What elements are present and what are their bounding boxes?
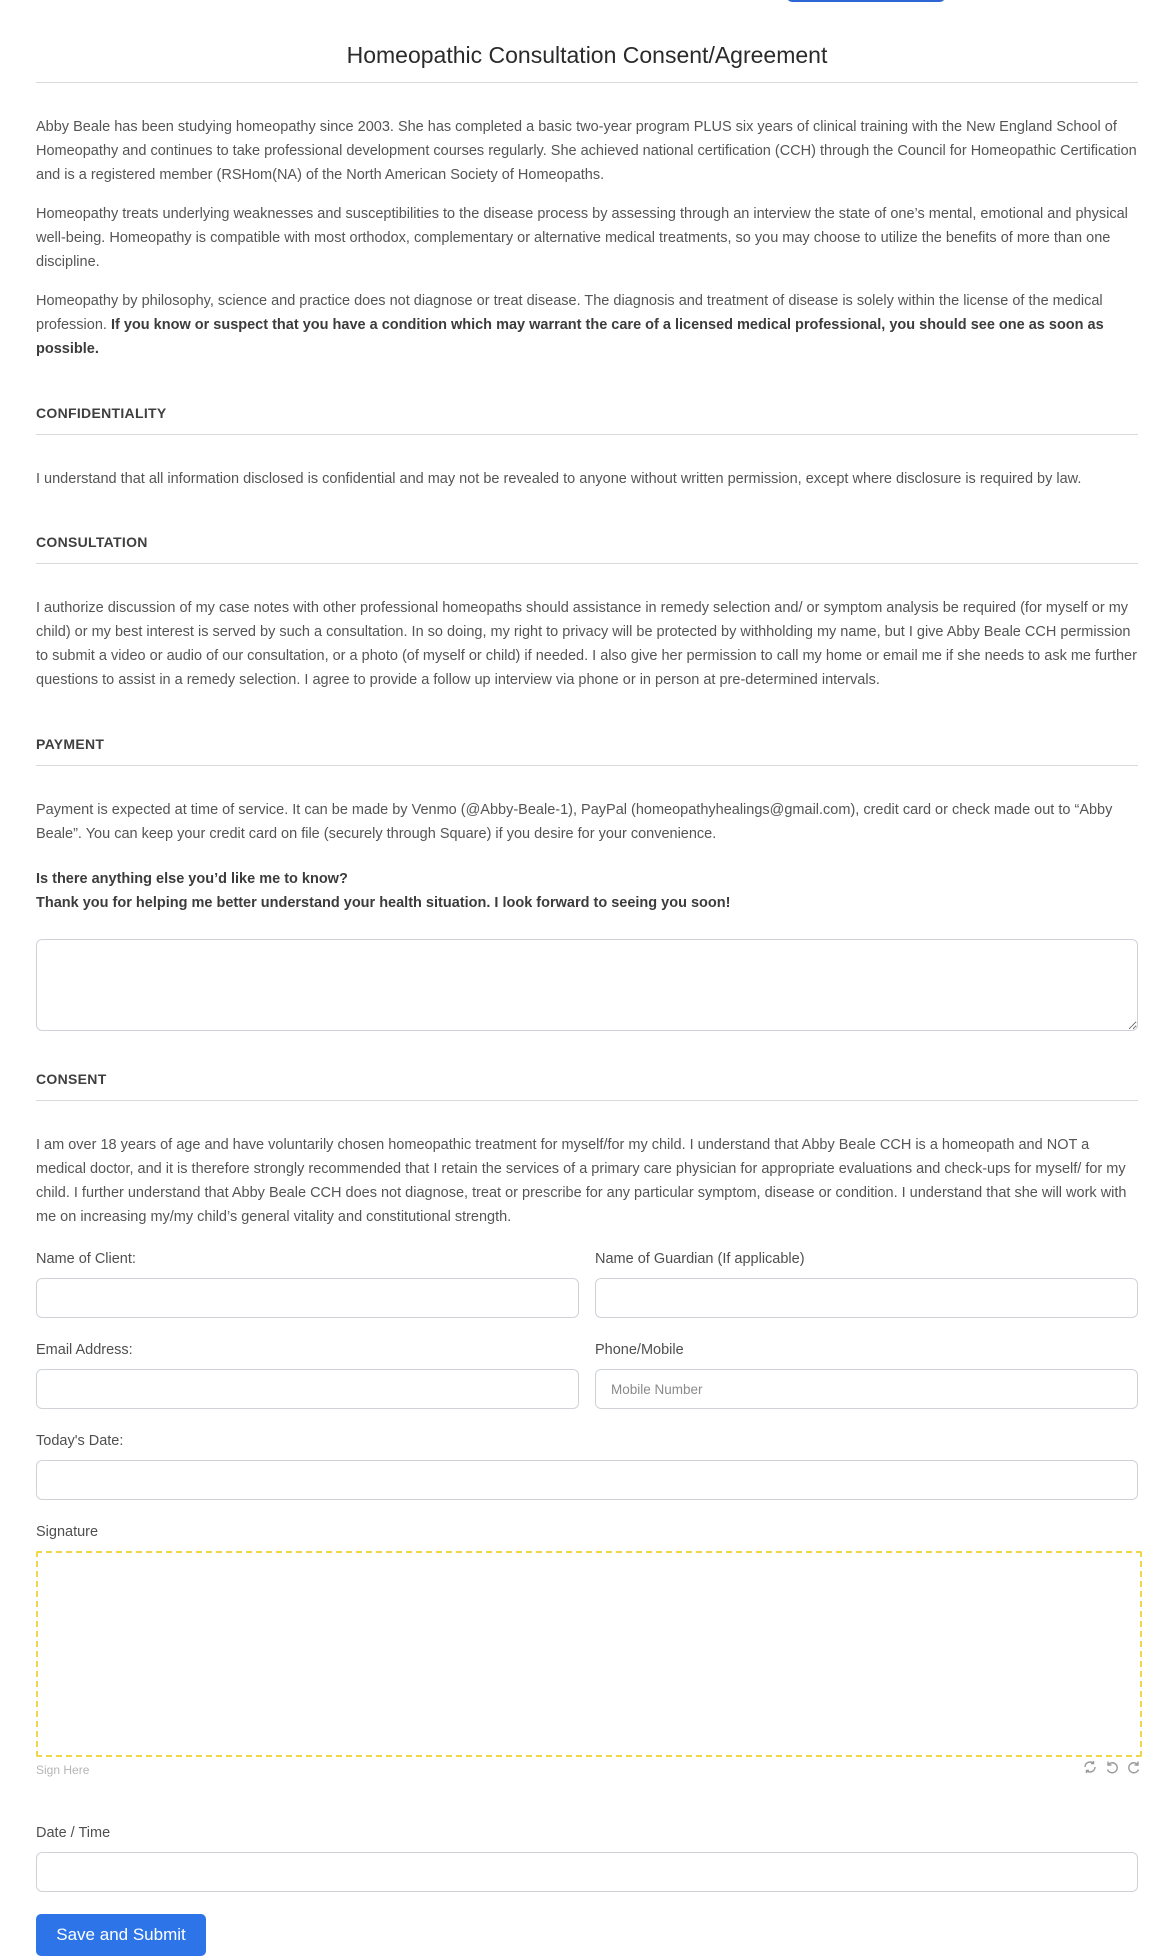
page-title: Homeopathic Consultation Consent/Agreement bbox=[346, 42, 828, 68]
signature-hint: Sign Here bbox=[36, 1763, 90, 1777]
intro-paragraph-1: Abby Beale has been studying homeopathy since 2003. She has completed a basic two-year program PLUS six years of clinical training with the New England School of Homeopathy and continues to take professional development courses regularly. She achieved national certification (CCH) through the Council for Homeopathic Certification and is a registered member (RSHom(NA) of the North American Society of Homeopaths. bbox=[36, 119, 1137, 183]
guardian-name-input[interactable] bbox=[595, 1278, 1138, 1318]
client-name-group bbox=[36, 1249, 579, 1318]
todays-date-label: Today's Date: bbox=[36, 1433, 124, 1449]
todays-date-input[interactable] bbox=[36, 1460, 1138, 1500]
guardian-name-label: Name of Guardian (If applicable) bbox=[595, 1251, 805, 1267]
email-input[interactable] bbox=[36, 1369, 579, 1409]
signature-tools bbox=[1082, 1759, 1142, 1775]
datetime-group bbox=[36, 1823, 1138, 1892]
additional-info-textarea[interactable] bbox=[36, 939, 1138, 1031]
signature-pad[interactable] bbox=[36, 1551, 1142, 1757]
payment-text: Payment is expected at time of service. It can be made by Venmo (@Abby-Beale-1), PayPal (homeopathyhealings@gmail.com), credit card or check made out to “Abby Beale”. You can keep your credit card on file (securely through Square) if you desire for your convenience. bbox=[36, 802, 1113, 842]
reset-icon[interactable] bbox=[1082, 1759, 1098, 1775]
contact-row bbox=[36, 1340, 1138, 1409]
phone-input[interactable] bbox=[595, 1369, 1138, 1409]
payment-divider bbox=[36, 765, 1138, 766]
additional-info-question: Is there anything else you’d like me to know? bbox=[36, 871, 348, 887]
client-name-label: Name of Client: bbox=[36, 1251, 136, 1267]
consultation-heading: CONSULTATION bbox=[36, 534, 148, 550]
additional-info-thanks: Thank you for helping me better understand your health situation. I look forward to seeing you soon! bbox=[36, 895, 731, 911]
consent-heading: CONSENT bbox=[36, 1071, 107, 1087]
title-divider bbox=[36, 82, 1138, 83]
payment-heading: PAYMENT bbox=[36, 736, 105, 752]
guardian-name-group bbox=[595, 1249, 1138, 1318]
email-group bbox=[36, 1340, 579, 1409]
intro-paragraph-3-text: Homeopathy by philosophy, science and practice does not diagnose or treat disease. The diagnosis and treatment of disease is solely within the license of the medical profession. bbox=[36, 293, 1103, 333]
redo-icon[interactable] bbox=[1126, 1759, 1142, 1775]
signature-group bbox=[36, 1522, 1138, 1542]
consent-divider bbox=[36, 1100, 1138, 1101]
signature-label: Signature bbox=[36, 1524, 99, 1540]
datetime-label: Date / Time bbox=[36, 1825, 111, 1841]
consultation-divider bbox=[36, 563, 1138, 564]
name-row bbox=[36, 1249, 1138, 1318]
todays-date-group bbox=[36, 1431, 1138, 1500]
actions bbox=[36, 1914, 1138, 1956]
consent-form bbox=[36, 0, 1138, 1956]
confidentiality-text: I understand that all information disclosed is confidential and may not be revealed to anyone without written permission, except where disclosure is required by law. bbox=[36, 471, 1082, 487]
undo-icon[interactable] bbox=[1104, 1759, 1120, 1775]
consultation-text: I authorize discussion of my case notes with other professional homeopaths should assistance in remedy selection and/ or symptom analysis be required (for myself or my child) or my best interest is served by such a consultation. In so doing, my right to privacy will be protected by withholding my name, but I give Abby Beale CCH permission to submit a video or audio of our consultation, or a photo (of myself or child) if needed. I also give her permission to call my home or email me if she needs to ask me further questions to assist in a remedy selection. I agree to provide a follow up interview via phone or in person at pre-determined intervals. bbox=[36, 600, 1137, 688]
phone-group bbox=[595, 1340, 1138, 1409]
datetime-input[interactable] bbox=[36, 1852, 1138, 1892]
phone-label: Phone/Mobile bbox=[595, 1342, 684, 1358]
intro-paragraph-3 bbox=[36, 289, 1138, 361]
save-and-submit-button[interactable]: Save and Submit bbox=[36, 1914, 206, 1956]
confidentiality-heading: CONFIDENTIALITY bbox=[36, 405, 167, 421]
intro-paragraph-2: Homeopathy treats underlying weaknesses and susceptibilities to the disease process by assessing through an interview the state of one’s mental, emotional and physical well-being. Homeopathy is compatible with most orthodox, complementary or alternative medical treatments, so you may choose to utilize the benefits of more than one discipline. bbox=[36, 206, 1128, 270]
consent-text: I am over 18 years of age and have voluntarily chosen homeopathic treatment for myself/for my child. I understand that Abby Beale CCH is a homeopath and NOT a medical doctor, and it is therefore strongly recommended that I retain the services of a primary care physician for appropriate evaluations and check-ups for myself/ for my child. I further understand that Abby Beale CCH does not diagnose, treat or prescribe for any particular symptom, disease or condition. I understand that she will work with me on increasing my/my child’s general vitality and constitutional strength. bbox=[36, 1137, 1127, 1225]
intro-paragraph-3-bold: If you know or suspect that you have a condition which may warrant the care of a licensed medical professional, you should see one as soon as possible. bbox=[36, 317, 1104, 357]
email-label: Email Address: bbox=[36, 1342, 133, 1358]
signature-footer bbox=[36, 1757, 1138, 1781]
client-name-input[interactable] bbox=[36, 1278, 579, 1318]
confidentiality-divider bbox=[36, 434, 1138, 435]
